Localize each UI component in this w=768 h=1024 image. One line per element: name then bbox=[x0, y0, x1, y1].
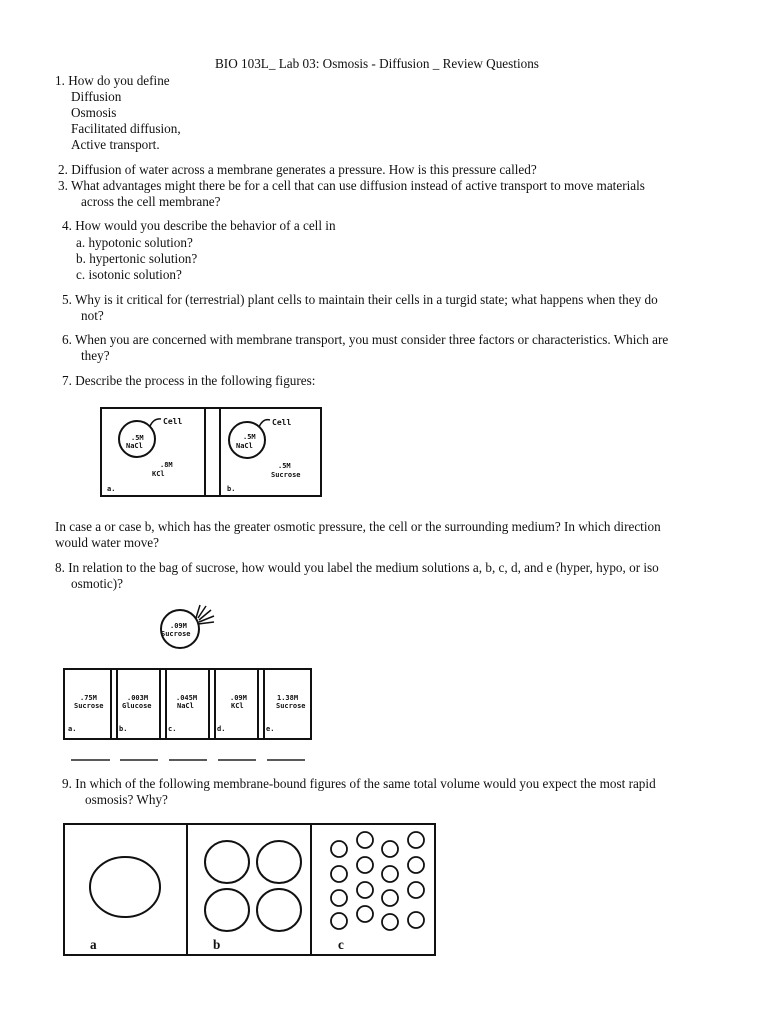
q4-item-a: a. hypotonic solution? bbox=[76, 235, 193, 250]
question-5-line2: not? bbox=[81, 308, 104, 323]
fig9-outer-box bbox=[64, 824, 435, 955]
fig7a-inside-solute: NaCl bbox=[126, 442, 143, 450]
question-6-line1: 6. When you are concerned with membrane transport, you must consider three factors or characteristics. Which are bbox=[62, 332, 669, 347]
fig7a-outside-solute: KCl bbox=[152, 470, 165, 478]
fig8-medium-d-conc: .09M bbox=[230, 694, 247, 702]
fig9-panel-label-b: b bbox=[213, 937, 221, 952]
fig8-medium-a-solute: Sucrose bbox=[74, 702, 104, 710]
question-8-line1: 8. In relation to the bag of sucrose, how would you label the medium solutions a, b, c, d, and e (hyper, hypo, or iso bbox=[55, 560, 659, 575]
question-4-stem: 4. How would you describe the behavior of a cell in bbox=[62, 218, 336, 233]
question-7-followup-line2: would water move? bbox=[55, 535, 159, 550]
fig7b-cell-pointer bbox=[259, 420, 270, 427]
fig7a-inside-conc: .5M bbox=[131, 434, 144, 442]
question-7-followup-line1: In case a or case b, which has the greater osmotic pressure, the cell or the surrounding medium? In which direction bbox=[55, 519, 661, 534]
fig7b-outside-conc: .5M bbox=[278, 462, 291, 470]
fig8-medium-b-solute: Glucose bbox=[122, 702, 152, 710]
fig7b-cell-label: Cell bbox=[272, 418, 292, 427]
question-8-line2: osmotic)? bbox=[71, 576, 124, 591]
fig9b-circle bbox=[257, 889, 301, 931]
fig7a-cell-pointer bbox=[150, 419, 161, 426]
q1-item-diffusion: Diffusion bbox=[71, 89, 122, 104]
question-9-line1: 9. In which of the following membrane-bound figures of the same total volume would you expect the most rapid bbox=[62, 776, 656, 791]
question-3-line1: 3. What advantages might there be for a cell that can use diffusion instead of active transport to move materials bbox=[58, 178, 645, 193]
fig7b-inside-conc: .5M bbox=[243, 433, 256, 441]
fig9-panel-label-a: a bbox=[90, 937, 97, 952]
fig7a-cell-label: Cell bbox=[163, 417, 183, 426]
fig9c-small-circles bbox=[331, 832, 424, 930]
fig8-medium-d-solute: KCl bbox=[231, 702, 244, 710]
q4-item-c: c. isotonic solution? bbox=[76, 267, 182, 282]
q1-item-osmosis: Osmosis bbox=[71, 105, 117, 120]
question-1-stem: 1. How do you define bbox=[55, 73, 170, 88]
fig8-medium-e-solute: Sucrose bbox=[276, 702, 306, 710]
question-3-line2: across the cell membrane? bbox=[81, 194, 221, 209]
q1-item-active-transport: Active transport. bbox=[71, 137, 160, 152]
fig8-medium-e-conc: 1.38M bbox=[277, 694, 299, 702]
fig8-medium-d-letter: d. bbox=[217, 725, 226, 733]
fig8-bag-conc: .09M bbox=[170, 622, 187, 630]
fig8-medium-e-letter: e. bbox=[266, 725, 275, 733]
fig9-panel-label-c: c bbox=[338, 937, 344, 952]
fig7a-letter: a. bbox=[107, 485, 116, 493]
fig8-bag-tie bbox=[196, 605, 214, 624]
question-7-stem: 7. Describe the process in the following figures: bbox=[62, 373, 316, 388]
question-2: 2. Diffusion of water across a membrane generates a pressure. How is this pressure called? bbox=[58, 162, 537, 177]
question-5-line1: 5. Why is it critical for (terrestrial) plant cells to maintain their cells in a turgid state; what happens when they do bbox=[62, 292, 658, 307]
q1-item-facilitated-diffusion: Facilitated diffusion, bbox=[71, 121, 181, 136]
fig9b-circle bbox=[257, 841, 301, 883]
fig8-medium-b-conc: .003M bbox=[127, 694, 149, 702]
fig7a-outside-conc: .8M bbox=[160, 461, 173, 469]
fig8-medium-c-conc: .045M bbox=[176, 694, 198, 702]
fig8-medium-a-letter: a. bbox=[68, 725, 77, 733]
fig8-medium-b-letter: b. bbox=[119, 725, 128, 733]
question-9-line2: osmosis? Why? bbox=[85, 792, 168, 807]
fig7b-outside-solute: Sucrose bbox=[271, 471, 301, 479]
question-6-line2: they? bbox=[81, 348, 110, 363]
fig9b-circle bbox=[205, 841, 249, 883]
fig7b-letter: b. bbox=[227, 485, 236, 493]
page-title: BIO 103L_ Lab 03: Osmosis - Diffusion _ Review Questions bbox=[215, 56, 539, 71]
fig8-medium-c-letter: c. bbox=[168, 725, 177, 733]
fig8-bag-solute: Sucrose bbox=[161, 630, 191, 638]
q4-item-b: b. hypertonic solution? bbox=[76, 251, 198, 266]
fig9a-single-circle bbox=[90, 857, 160, 917]
fig7b-inside-solute: NaCl bbox=[236, 442, 253, 450]
fig8-medium-a-conc: .75M bbox=[80, 694, 97, 702]
fig9b-circle bbox=[205, 889, 249, 931]
fig8-medium-c-solute: NaCl bbox=[177, 702, 194, 710]
